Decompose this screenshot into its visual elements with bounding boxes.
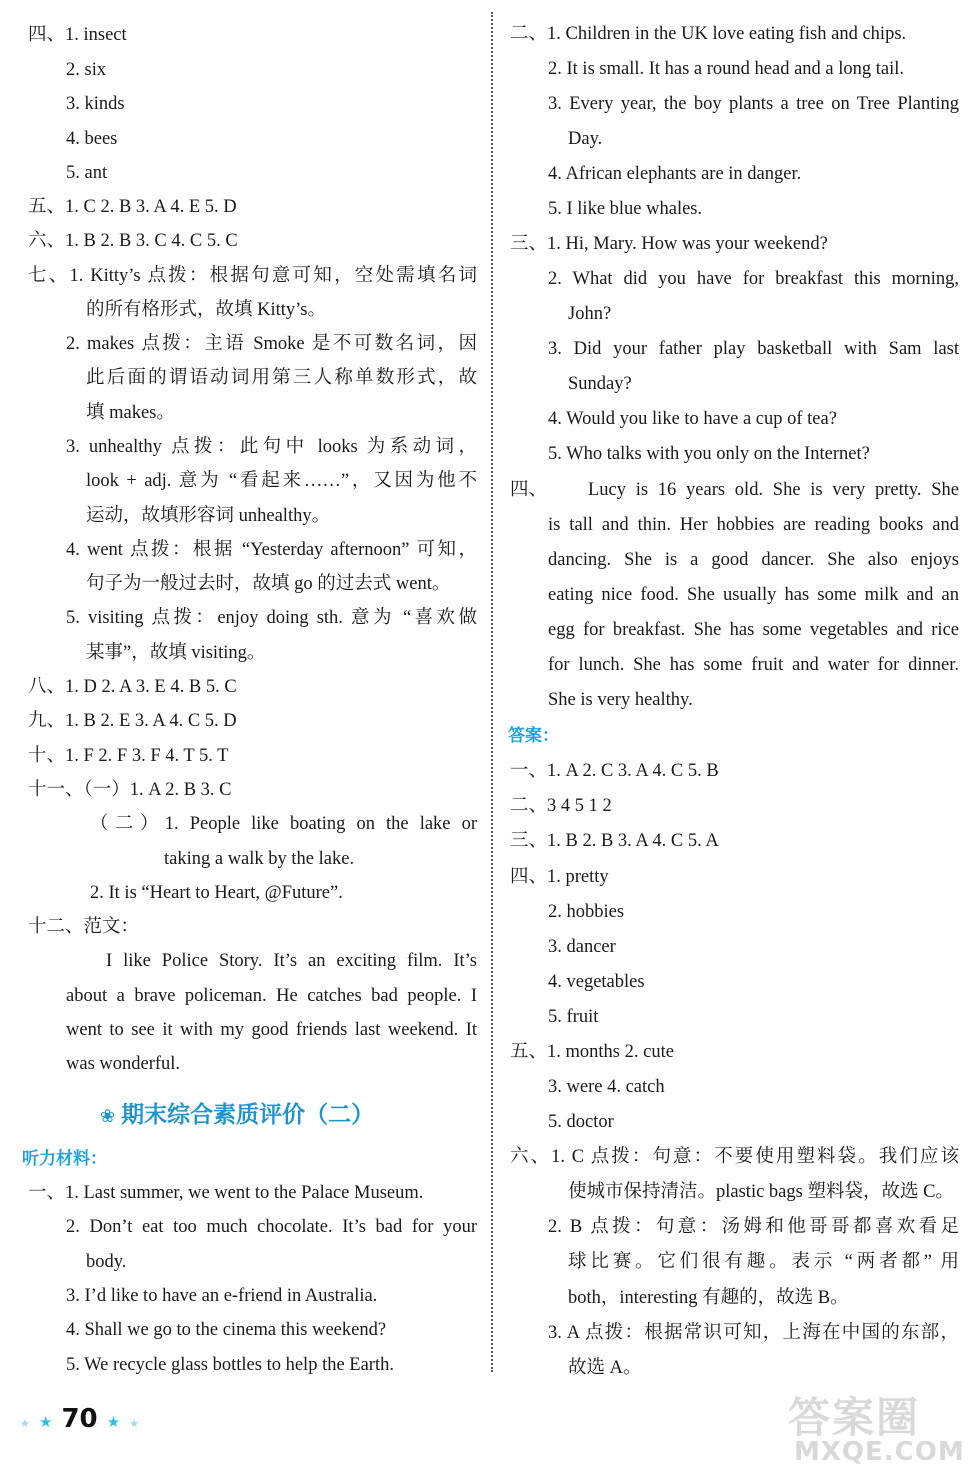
text-line: Lucy is 16 years old. She is very pretty. She [588, 480, 959, 500]
text-line: 4. African elephants are in danger. [548, 164, 802, 184]
text-line: for lunch. She has some fruit and water for dinner. [548, 655, 959, 675]
text-line: 四、1. pretty [510, 867, 609, 887]
text-line: 使城市保持清洁。plastic bags 塑料袋，故选 C。 [568, 1182, 954, 1202]
text-line: （二）1. People like boating on the lake or [90, 814, 477, 834]
star-icon: ★ [38, 1413, 53, 1431]
text-line: 5. doctor [548, 1112, 614, 1132]
text-line: 十、1. F 2. F 3. F 4. T 5. T [28, 746, 229, 766]
text-line: 七、1. Kitty’s 点拨：根据句意可知，空处需填名词 [28, 266, 477, 286]
text-line: egg for breakfast. She has some vegetables and rice [548, 620, 959, 640]
watermark-url: MXQE.COM [794, 1437, 965, 1467]
text-line: 六、1. C 点拨：句意：不要使用塑料袋。我们应该 [510, 1147, 959, 1167]
page-number-area [20, 1404, 139, 1434]
text-line: 5. visiting 点拨：enjoy doing sth. 意为 “喜欢做 [66, 608, 477, 628]
text-line: eating nice food. She usually has some milk and an [548, 585, 959, 605]
text-line: 故选 A。 [568, 1358, 642, 1378]
text-line: 3. unhealthy 点拨：此句中 looks 为系动词， [66, 437, 477, 457]
text-line: 5. Who talks with you only on the Internet? [548, 444, 870, 464]
text-line: 一、1. A 2. C 3. A 4. C 5. B [510, 761, 719, 781]
watermark [788, 1385, 968, 1475]
paw-icon: ❀ [100, 1106, 116, 1127]
text-line: 六、1. B 2. B 3. C 4. C 5. C [28, 231, 238, 251]
text-line: 4. Shall we go to the cinema this weekend? [66, 1320, 387, 1340]
text-line: is tall and thin. Her hobbies are reading books and [548, 515, 959, 535]
text-line: 十二、范文： [28, 917, 140, 937]
text-line: 五、1. months 2. cute [510, 1042, 674, 1062]
listening-material-label: 听力材料： [22, 1149, 107, 1169]
text-line: 三、1. Hi, Mary. How was your weekend? [510, 234, 828, 254]
text-line: body. [86, 1252, 127, 1272]
text-line: 二、1. Children in the UK love eating fish and chips. [510, 24, 907, 44]
column-divider [491, 12, 493, 1372]
section-title: ❀ 期末综合素质评价（二） [100, 1102, 375, 1128]
text-line: about a brave policeman. He catches bad people. I [66, 986, 477, 1006]
text-line: was wonderful. [66, 1054, 181, 1074]
text-line: John? [568, 304, 612, 324]
answer-label: 答案： [508, 726, 559, 746]
star-icon: ★ [20, 1417, 30, 1430]
text-line: 一、1. Last summer, we went to the Palace Museum. [28, 1183, 424, 1203]
text-line: 此后面的谓语动词用第三人称单数形式，故 [86, 368, 477, 388]
star-icon: ★ [129, 1417, 140, 1430]
text-line: 四、 [510, 480, 548, 500]
text-line: 3. dancer [548, 937, 616, 957]
text-line: 3. were 4. catch [548, 1077, 665, 1097]
text-line: 5. ant [66, 163, 108, 183]
text-line: 5. We recycle glass bottles to help the Earth. [66, 1355, 394, 1375]
text-line: 四、1. insect [28, 25, 127, 45]
text-line: 2. makes 点拨：主语 Smoke 是不可数名词，因 [66, 334, 477, 354]
text-line: 2. It is small. It has a round head and a long tail. [548, 59, 905, 79]
text-line: I like Police Story. It’s an exciting film. It’s [106, 951, 477, 971]
text-line: 三、1. B 2. B 3. A 4. C 5. A [510, 831, 719, 851]
text-line: 2. It is “Heart to Heart, @Future”. [90, 883, 343, 903]
text-line: 填 makes。 [86, 403, 175, 423]
text-line: 4. bees [66, 129, 118, 149]
text-line: 5. I like blue whales. [548, 199, 703, 219]
text-line: taking a walk by the lake. [164, 849, 355, 869]
text-line: 2. six [66, 60, 107, 80]
text-line: 3. I’d like to have an e-friend in Australia. [66, 1286, 378, 1306]
text-line: 2. hobbies [548, 902, 625, 922]
star-icon: ★ [106, 1413, 121, 1431]
text-line: Sunday? [568, 374, 632, 394]
text-line: 3. Every year, the boy plants a tree on Tree Planting [548, 94, 959, 114]
text-line: 运动，故填形容词 unhealthy。 [86, 506, 331, 526]
text-line: dancing. She is a good dancer. She also enjoys [548, 550, 959, 570]
text-line: 某事”，故填 visiting。 [86, 643, 266, 663]
text-line: 句子为一般过去时，故填 go 的过去式 went。 [86, 574, 451, 594]
text-line: look + adj. 意为 “看起来……”，又因为他不 [86, 471, 477, 491]
text-line: 4. went 点拨：根据 “Yesterday afternoon” 可知， [66, 540, 477, 560]
text-line: 3. A 点拨：根据常识可知，上海在中国的东部， [548, 1323, 959, 1343]
text-line: 2. What did you have for breakfast this morning, [548, 269, 959, 289]
text-line: 3. Did your father play basketball with Sam last [548, 339, 959, 359]
text-line: 2. Don’t eat too much chocolate. It’s bad for your [66, 1217, 477, 1237]
text-line: 二、3 4 5 1 2 [510, 796, 612, 816]
text-line: 五、1. C 2. B 3. A 4. E 5. D [28, 197, 237, 217]
text-line: 十一、（一）1. A 2. B 3. C [28, 780, 232, 800]
text-line: Day. [568, 129, 603, 149]
text-line: She is very healthy. [548, 690, 693, 710]
text-line: 3. kinds [66, 94, 125, 114]
page-number: 70 [61, 1404, 98, 1434]
text-line: both，interesting 有趣的，故选 B。 [568, 1288, 849, 1308]
text-line: 5. fruit [548, 1007, 599, 1027]
text-line: 的所有格形式，故填 Kitty’s。 [86, 300, 326, 320]
text-line: 九、1. B 2. E 3. A 4. C 5. D [28, 711, 237, 731]
text-line: went to see it with my good friends last weekend. It [66, 1020, 477, 1040]
text-line: 4. vegetables [548, 972, 645, 992]
text-line: 2. B 点拨：句意：汤姆和他哥哥都喜欢看足 [548, 1217, 959, 1237]
text-line: 球比赛。它们很有趣。表示 “两者都” 用 [568, 1252, 959, 1272]
text-line: 八、1. D 2. A 3. E 4. B 5. C [28, 677, 237, 697]
text-line: 4. Would you like to have a cup of tea? [548, 409, 837, 429]
watermark-logo-text: 答案圈 [788, 1393, 921, 1442]
